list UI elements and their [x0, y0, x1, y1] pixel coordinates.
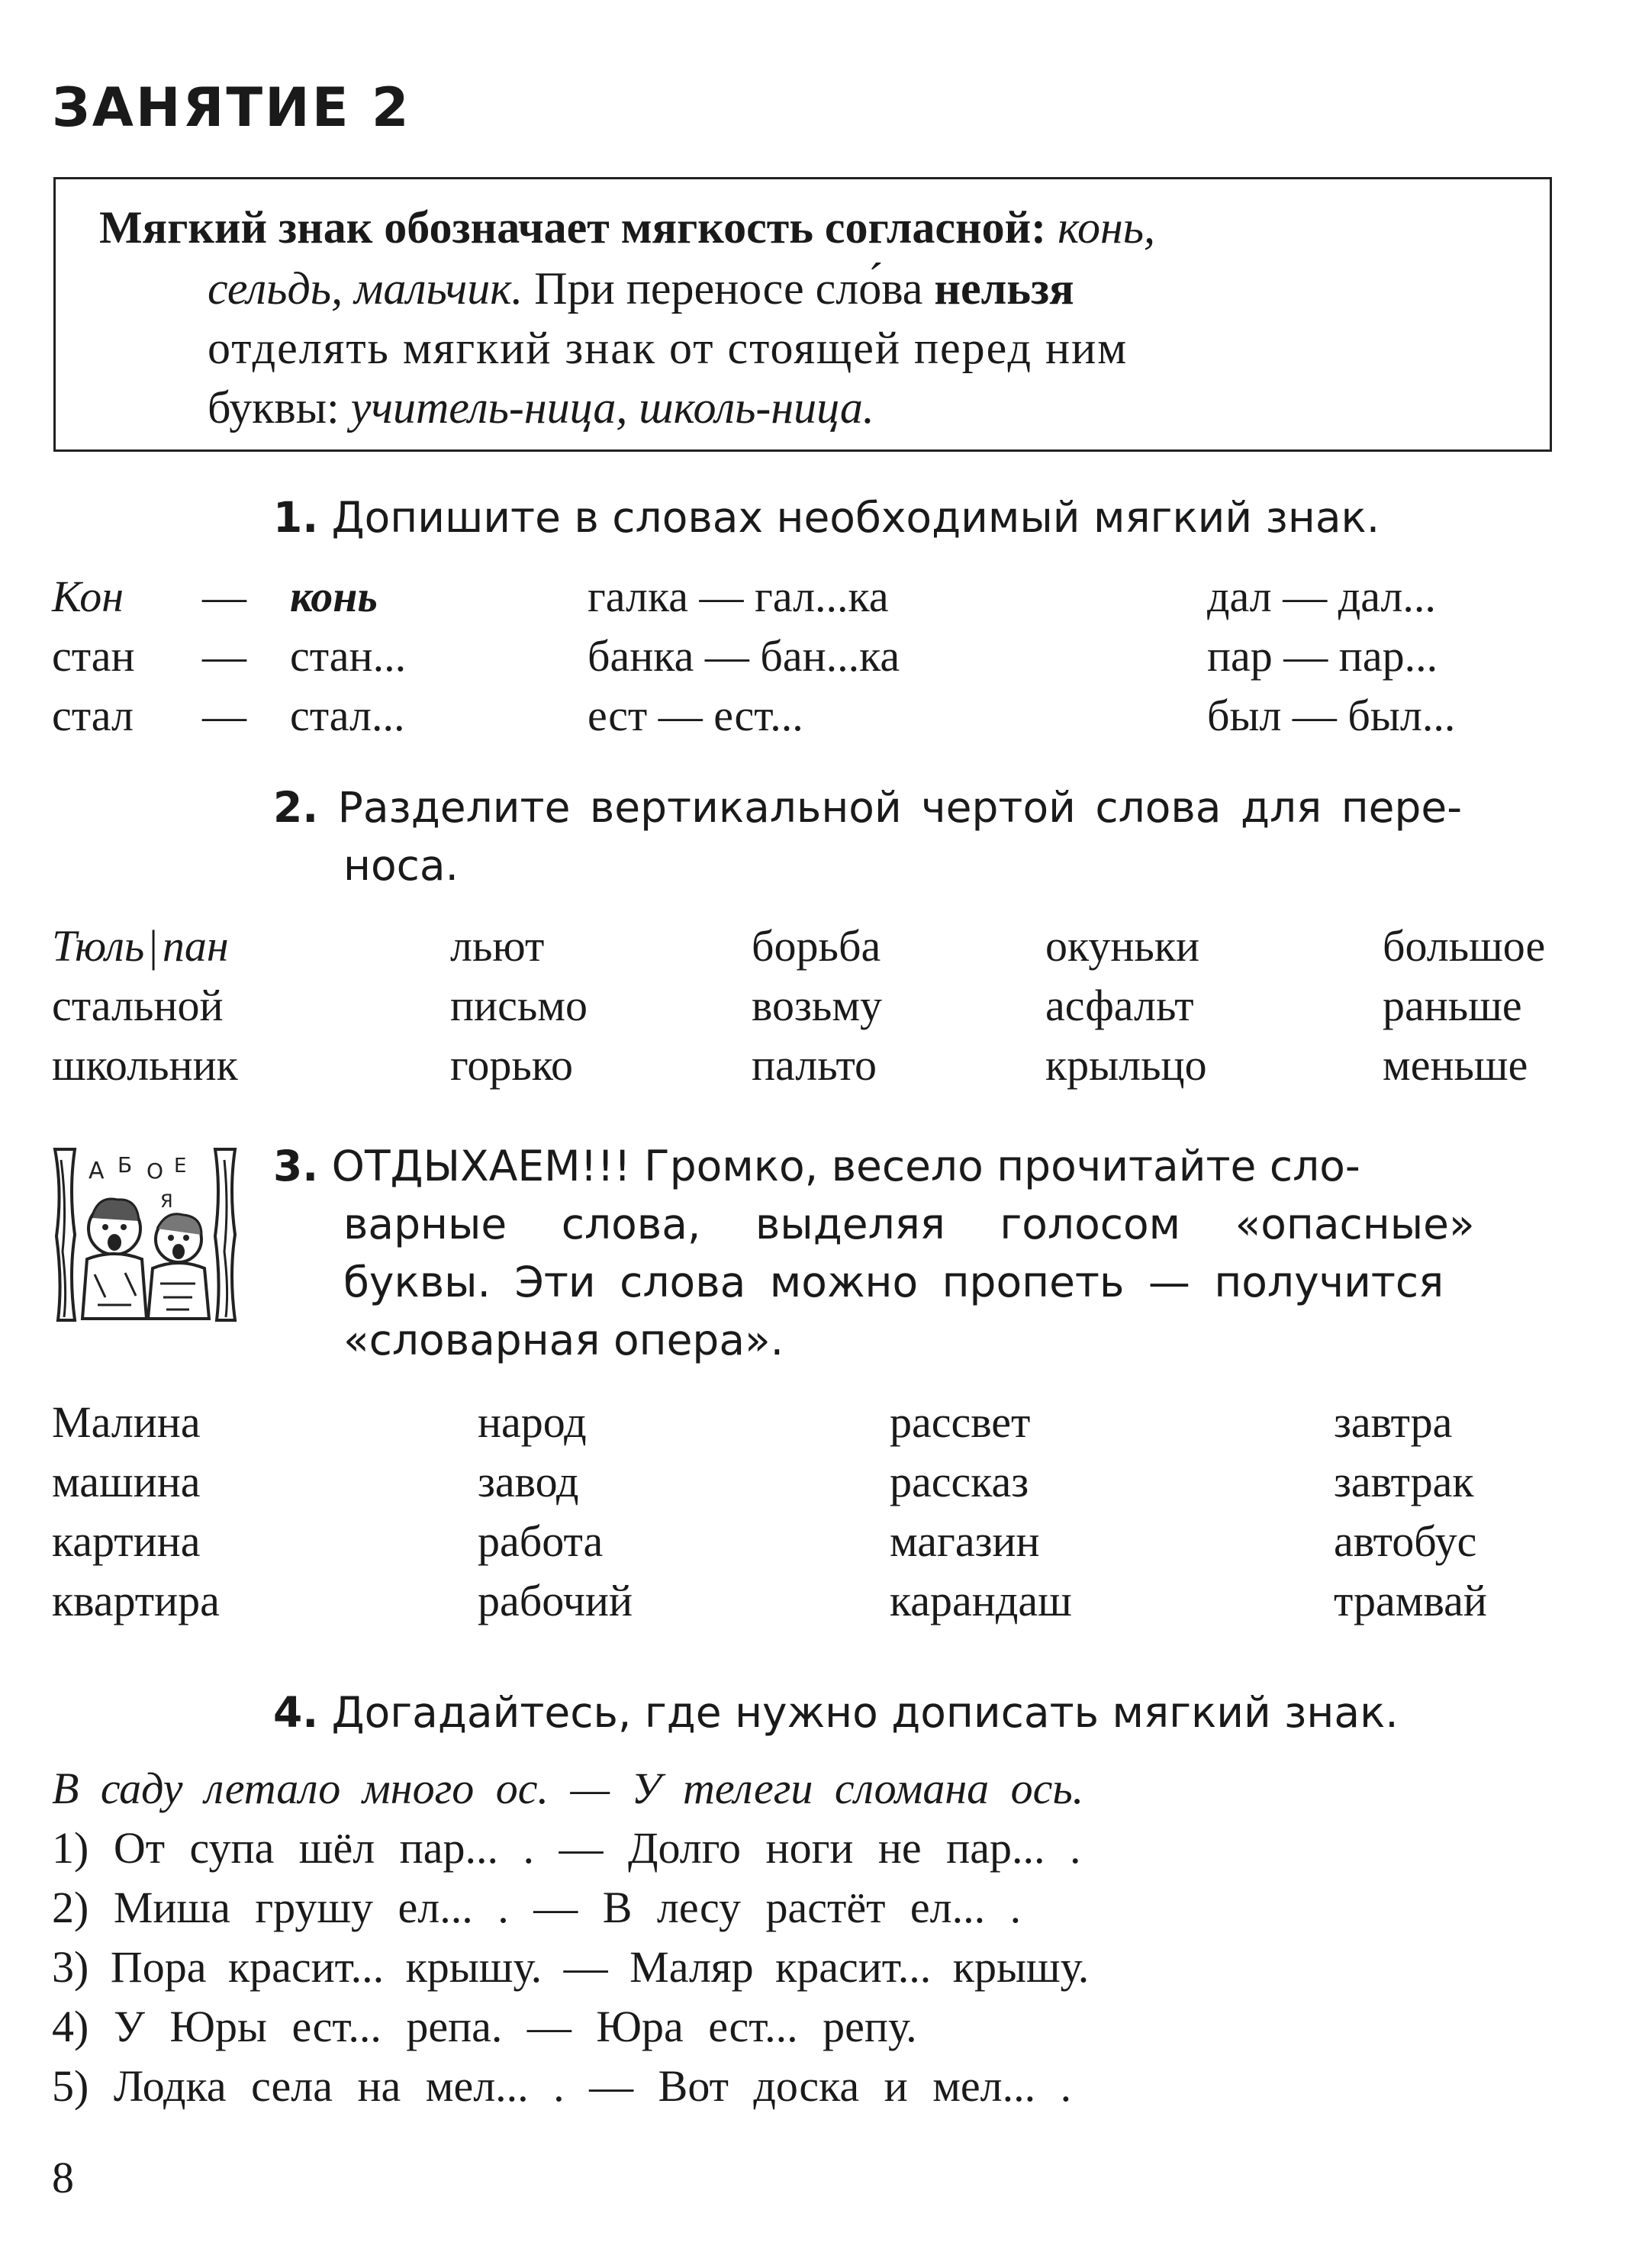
vocab-word: завтрак: [1334, 1457, 1474, 1506]
rule-line-3: отделять мягкий знак от стоящей перед ним: [208, 323, 1128, 373]
vocab-word: рассвет: [890, 1397, 1031, 1447]
task2-cell: асфальт: [1045, 981, 1194, 1030]
task-3-heading: [273, 1142, 1360, 1190]
vocab-word: магазин: [890, 1516, 1040, 1566]
rule-emphasis: нельзя: [934, 263, 1074, 314]
task1-cell: пар — пар...: [1207, 631, 1438, 681]
lesson-title: ЗАНЯТИЕ 2: [52, 76, 411, 139]
rule-line-4: [208, 382, 874, 434]
task1-cell: стан: [52, 631, 135, 681]
rule-example: конь,: [1058, 202, 1156, 253]
task-2-heading: [273, 783, 1462, 832]
task4-line: 4) У Юры ест... репа. — Юра ест... репу.: [52, 2002, 917, 2051]
task2-cell: окуньки: [1045, 921, 1200, 971]
task-number: 2.: [273, 783, 319, 832]
rule-text: буквы:: [208, 382, 340, 433]
task2-example: [52, 920, 229, 971]
task1-cell: дал — дал...: [1207, 572, 1436, 621]
task-number: 3.: [273, 1142, 319, 1190]
task4-line: 1) От супа шёл пар... . — Долго ноги не пар... .: [52, 1823, 1081, 1873]
svg-text:Б: Б: [118, 1152, 133, 1177]
vocab-word: работа: [478, 1516, 604, 1566]
svg-text:Е: Е: [174, 1155, 187, 1177]
task-2-heading-cont: носа.: [343, 841, 459, 890]
task2-cell: стальной: [52, 981, 224, 1030]
task1-cell: конь: [290, 572, 378, 621]
rule-text: Мягкий знак обозначает мягкость согласной:: [99, 202, 1047, 253]
task-instruction: Разделите вертикальной чертой слова для пере-: [337, 783, 1463, 832]
task4-line: 5) Лодка села на мел... . — Вот доска и мел... .: [52, 2061, 1072, 2111]
task2-cell: борьба: [752, 921, 881, 971]
svg-text:Я: Я: [160, 1190, 173, 1212]
task1-cell: Кон: [52, 572, 124, 621]
task1-cell: был — был...: [1207, 691, 1456, 740]
vocab-word: народ: [478, 1397, 587, 1447]
task2-cell: письмо: [450, 981, 588, 1030]
task-instruction: Догадайтесь, где нужно дописать мягкий знак.: [331, 1688, 1399, 1737]
vocab-word: автобус: [1334, 1516, 1477, 1566]
vocab-word: завод: [478, 1457, 579, 1506]
vocab-word: рабочий: [478, 1576, 633, 1625]
task1-cell: стал: [52, 691, 134, 740]
vocab-word: карандаш: [890, 1576, 1072, 1625]
task-3-heading-cont: буквы. Эти слова можно пропеть — получится: [343, 1258, 1444, 1306]
task2-cell: меньше: [1383, 1040, 1528, 1090]
task-number: 1.: [273, 493, 319, 542]
task-3-heading-cont: «словарная опера».: [343, 1316, 784, 1364]
task2-cell: возьму: [752, 981, 883, 1030]
task1-cell: стал...: [290, 691, 405, 740]
vocab-word: машина: [52, 1457, 201, 1506]
task4-line: 2) Миша грушу ел... . — В лесу растёт ел... .: [52, 1883, 1022, 1932]
task-4-heading: [273, 1688, 1399, 1737]
task-1-heading: [273, 493, 1380, 542]
task2-cell: льют: [450, 921, 545, 971]
task2-cell: крыльцо: [1045, 1040, 1207, 1090]
task1-cell: галка — гал...ка: [588, 572, 889, 621]
example-part: Тюль: [52, 921, 145, 971]
rule-example: сельдь, мальчик.: [208, 263, 523, 314]
rule-line-1: [99, 201, 1155, 254]
svg-text:О: О: [146, 1158, 164, 1184]
task-instruction: Допишите в словах необходимый мягкий знак.: [331, 493, 1380, 542]
singing-children-illustration: [52, 1145, 238, 1322]
task1-cell: ест — ест...: [588, 691, 803, 740]
task4-example: В саду летало много ос. — У телеги сломана ось.: [52, 1764, 1084, 1813]
rule-text: о́: [858, 263, 882, 314]
task4-line: 3) Пора красит... крышу. — Маляр красит... крышу.: [52, 1942, 1090, 1992]
vocab-word: Малина: [52, 1397, 201, 1447]
task1-dash: —: [202, 572, 246, 621]
task-number: 4.: [273, 1688, 319, 1737]
task2-cell: школьник: [52, 1040, 238, 1090]
task1-dash: —: [202, 631, 246, 681]
task1-cell: банка — бан...ка: [588, 631, 900, 681]
task-instruction: ОТДЫХАЕМ!!! Громко, весело прочитайте сло-: [331, 1142, 1360, 1190]
task2-cell: раньше: [1383, 981, 1522, 1030]
task1-cell: стан...: [290, 631, 407, 681]
task2-cell: пальто: [752, 1040, 877, 1090]
vocab-word: картина: [52, 1516, 201, 1566]
rule-text: При переносе сл: [534, 263, 859, 314]
task-3-heading-cont: варные слова, выделяя голосом «опасные»: [343, 1200, 1475, 1248]
rule-line-2: [208, 263, 1074, 315]
vocab-word: квартира: [52, 1576, 220, 1625]
page-number: 8: [52, 2153, 74, 2202]
task2-cell: большое: [1383, 921, 1546, 971]
vocab-word: трамвай: [1334, 1576, 1487, 1625]
task2-cell: горько: [450, 1040, 574, 1090]
vocab-word: завтра: [1334, 1397, 1453, 1447]
example-part: пан: [162, 921, 229, 971]
task1-dash: —: [202, 691, 246, 740]
rule-text: ва: [881, 263, 923, 314]
divider-mark: |: [149, 921, 158, 971]
svg-text:А: А: [89, 1158, 105, 1184]
vocab-word: рассказ: [890, 1457, 1029, 1506]
rule-example: учитель-ница, школь-ница.: [350, 382, 874, 433]
